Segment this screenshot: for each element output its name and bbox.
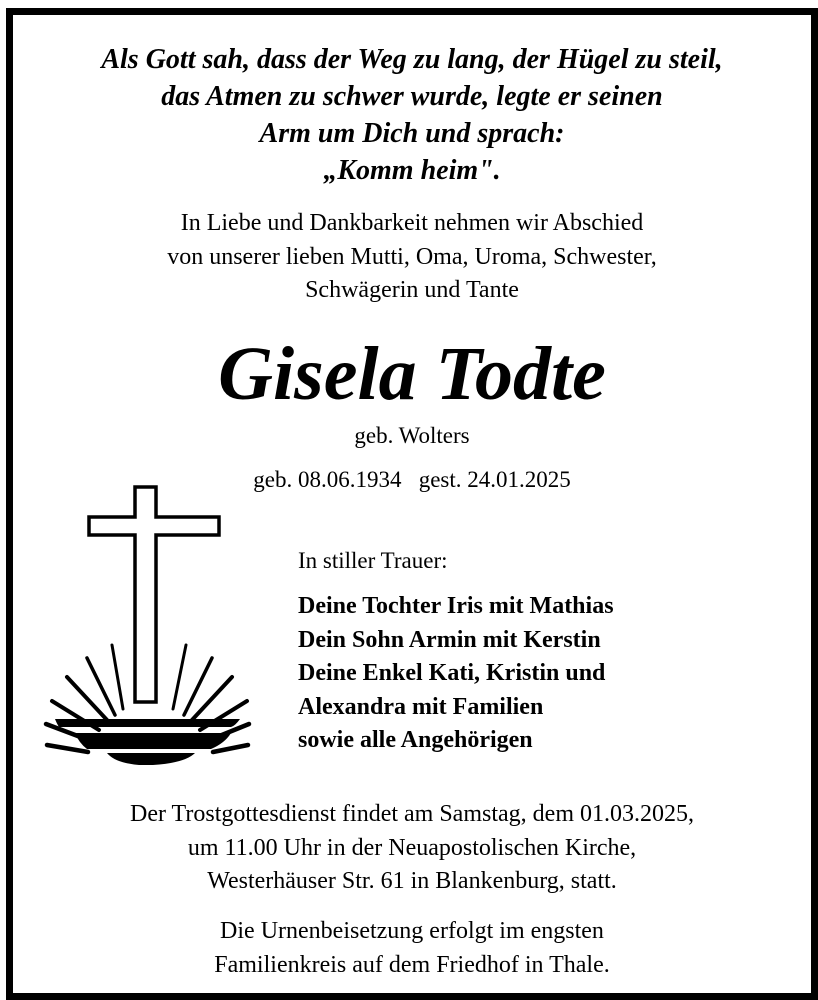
mourning-label: In stiller Trauer: bbox=[298, 548, 448, 573]
verse-line: Als Gott sah, dass der Weg zu lang, der Hügel zu steil, bbox=[101, 44, 723, 75]
intro-line: von unserer lieben Mutti, Oma, Uroma, Schwester, bbox=[167, 243, 657, 270]
verse bbox=[13, 41, 811, 189]
intro-line: Schwägerin und Tante bbox=[305, 277, 519, 303]
obituary-frame bbox=[6, 8, 818, 1000]
mourner-line: sowie alle Angehörigen bbox=[298, 727, 533, 753]
service-line: Der Trostgottesdienst findet am Samstag, dem 01.03.2025, bbox=[130, 801, 694, 827]
urn-line: Familienkreis auf dem Friedhof in Thale. bbox=[214, 951, 610, 978]
deceased-name: Gisela Todte bbox=[218, 332, 606, 416]
verse-line: Arm um Dich und sprach: bbox=[259, 118, 565, 149]
service-line: Westerhäuser Str. 61 in Blankenburg, statt. bbox=[207, 868, 617, 894]
mourner-line: Alexandra mit Familien bbox=[298, 693, 544, 720]
death-date: gest. 24.01.2025 bbox=[418, 467, 571, 492]
mourner-line: Dein Sohn Armin mit Kerstin bbox=[298, 626, 601, 653]
urn-notice bbox=[13, 915, 811, 982]
cross-with-rising-sun-icon bbox=[35, 477, 255, 767]
birth-date: geb. 08.06.1934 bbox=[253, 467, 402, 492]
mourner-line: Deine Tochter Iris mit Mathias bbox=[298, 593, 614, 619]
intro-text bbox=[13, 207, 811, 308]
verse-line: „Komm heim". bbox=[323, 155, 501, 186]
intro-line: In Liebe und Dankbarkeit nehmen wir Abschied bbox=[180, 210, 644, 236]
verse-line: das Atmen zu schwer wurde, legte er seinen bbox=[161, 81, 663, 112]
urn-line: Die Urnenbeisetzung erfolgt im engsten bbox=[220, 918, 604, 944]
service-line: um 11.00 Uhr in der Neuapostolischen Kirche, bbox=[187, 834, 637, 861]
mourners-list bbox=[298, 590, 614, 758]
maiden-name: geb. Wolters bbox=[354, 423, 470, 448]
service-notice bbox=[13, 798, 811, 899]
mourner-line: Deine Enkel Kati, Kristin und bbox=[298, 660, 606, 686]
